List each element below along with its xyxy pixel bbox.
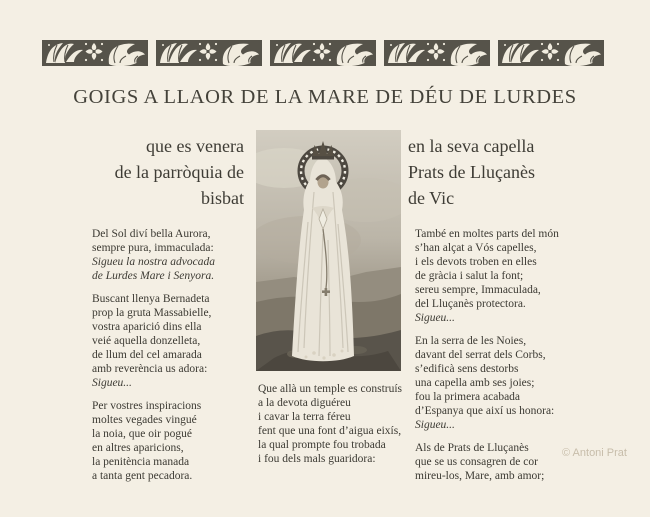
verse-line: del Lluçanès protectora. [415, 298, 526, 310]
verse-line: i cavar la terra féreu [258, 411, 351, 423]
floral-ornament-icon [42, 40, 148, 66]
verse-line: a tanta gent pecadora. [92, 470, 193, 482]
verse-line: Sigueu... [415, 312, 455, 324]
floral-ornament-icon [270, 40, 376, 66]
subtitle-right [408, 133, 578, 211]
verse-line: Als de Prats de Lluçanès [415, 442, 529, 454]
stanza [92, 399, 257, 483]
verse-line: Per vostres inspiracions [92, 400, 202, 412]
verse-column-middle [258, 382, 430, 475]
verse-line: de llum del cel amarada [92, 349, 202, 361]
copyright-watermark: © Antoni Prat [562, 447, 627, 459]
verse-line: de gràcia i salut la font; [415, 270, 524, 282]
stanza [415, 334, 583, 432]
verse-line: a la devota diguéreu [258, 397, 351, 409]
verse-line: una capella amb ses joies; [415, 377, 535, 389]
verse-line: També en moltes parts del món [415, 228, 559, 240]
ornamental-border-left [42, 72, 68, 517]
verse-line: fou la primera acabada [415, 391, 521, 403]
statue-illustration [256, 130, 401, 371]
ornamental-border-top [42, 40, 604, 66]
subtitle-left [80, 133, 244, 211]
verse-line: la qual prompte fou trobada [258, 439, 386, 451]
verse-column-left [92, 227, 257, 492]
verse-line: Del Sol diví bella Aurora, [92, 228, 211, 240]
verse-line: prop la gruta Massabielle, [92, 307, 212, 319]
verse-column-right [415, 227, 583, 492]
verse-line: vostra aparició dins ella [92, 321, 202, 333]
verse-line: davant del serrat dels Corbs, [415, 349, 546, 361]
verse-line: s’han alçat a Vós capelles, [415, 242, 537, 254]
verse-line: Buscant llenya Bernadeta [92, 293, 210, 305]
page-title: GOIGS A LLAOR DE LA MARE DE DÉU DE LURDES [73, 86, 577, 108]
subtitle-line: bisbat [201, 188, 244, 208]
stanza [415, 441, 583, 483]
verse-line: sempre pura, immaculada: [92, 242, 214, 254]
verse-line: sereu sempre, Immaculada, [415, 284, 541, 296]
verse-line: s’edificà sens destorbs [415, 363, 519, 375]
verse-line: d’Espanya que així us honora: [415, 405, 555, 417]
verse-line: de Lurdes Mare i Senyora. [92, 270, 215, 282]
floral-ornament-icon [42, 411, 68, 517]
subtitle-line: de Vic [408, 188, 455, 208]
stanza [92, 227, 257, 283]
verse-line: Que allà un temple es construís [258, 383, 403, 395]
verse-line: que se us consagren de cor [415, 456, 538, 468]
verse-line: i fou dels mals guaridora: [258, 453, 376, 465]
floral-ornament-icon [156, 40, 262, 66]
verse-line: Sigueu... [415, 419, 455, 431]
lourdes-statue-photo [256, 130, 401, 371]
verse-line: moltes vegades vingué [92, 414, 197, 426]
floral-ornament-icon [42, 185, 68, 291]
verse-line: la noia, que oir pogué [92, 428, 192, 440]
verse-line: en altres aparicions, [92, 442, 184, 454]
stanza [258, 382, 430, 466]
subtitle-line: Prats de Lluçanès [408, 162, 535, 182]
verse-line: Sigueu... [92, 377, 132, 389]
verse-line: la penitència manada [92, 456, 190, 468]
floral-ornament-icon [498, 40, 604, 66]
stanza [92, 292, 257, 390]
verse-line: mireu-los, Mare, amb amor; [415, 470, 545, 482]
verse-line: fent que una font d’aigua eixís, [258, 425, 402, 437]
subtitle-line: en la seva capella [408, 136, 535, 156]
subtitle-line: de la parròquia de [114, 162, 244, 182]
subtitle-line: que es venera [146, 136, 244, 156]
verse-line: veié aquella donzelleta, [92, 335, 201, 347]
floral-ornament-icon [42, 298, 68, 404]
verse-line: En la serra de les Noies, [415, 335, 527, 347]
verse-line: amb reverència us adora: [92, 363, 208, 375]
floral-ornament-icon [384, 40, 490, 66]
stanza [415, 227, 583, 325]
verse-line: i els devots troben en elles [415, 256, 537, 268]
verse-line: Sigueu la nostra advocada [92, 256, 215, 268]
